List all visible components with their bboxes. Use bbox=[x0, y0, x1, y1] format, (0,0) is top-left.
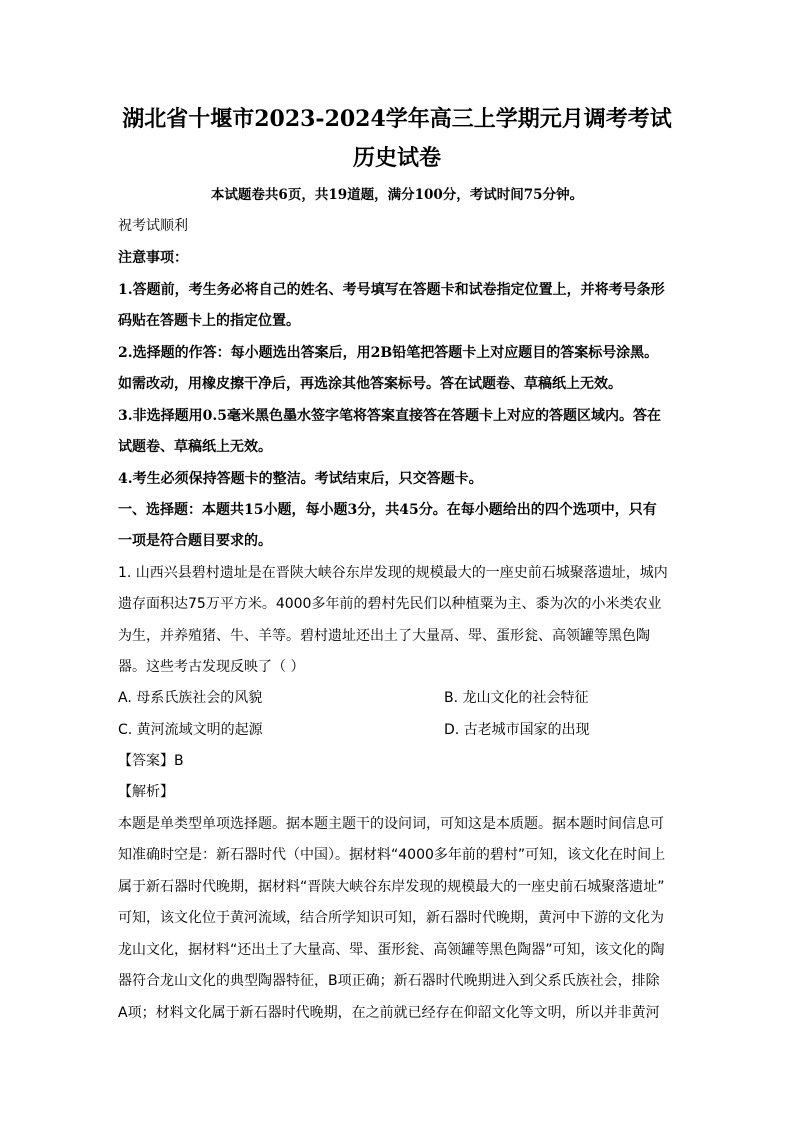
exam-title: 湖北省十堰市2023-2024学年高三上学期元月调考考试 bbox=[122, 106, 672, 132]
option-b: B. 龙山文化的社会特征 bbox=[444, 690, 589, 706]
answer-label: 【答案】B bbox=[118, 753, 184, 769]
question-stem: 1. 山西兴县碧村遗址是在晋陕大峡谷东岸发现的规模最大的一座史前石城聚落遗址，城内 bbox=[118, 565, 668, 581]
section-heading: 一、选择题：本题共15小题，每小题3分，共45分。在每小题给出的四个选项中，只有 bbox=[118, 502, 657, 518]
option-a: A. 母系氏族社会的风貌 bbox=[118, 690, 263, 706]
question-stem: 为生，并养殖猪、牛、羊等。碧村遗址还出土了大量鬲、斝、蛋形瓮、高领罐等黑色陶 bbox=[118, 628, 650, 644]
analysis-line: 知准确时空是：新石器时代（中国）。据材料“4000多年前的碧村”可知，该文化在时间上 bbox=[118, 847, 666, 863]
analysis-heading: 【解析】 bbox=[118, 784, 174, 800]
question-stem: 遗存面积达75万平方米。4000多年前的碧村先民们以种植粟为主、黍为次的小米类农业 bbox=[118, 596, 662, 612]
analysis-line: A项；材料文化属于新石器时代晚期，在之前就已经存在仰韶文化等文明，所以并非黄河 bbox=[118, 1005, 660, 1021]
notes-heading: 注意事项： bbox=[118, 250, 188, 266]
analysis-line: 可知，该文化位于黄河流域，结合所学知识可知，新石器时代晚期，黄河中下游的文化为 bbox=[118, 910, 664, 926]
question-stem: 器。这些考古发现反映了（ ） bbox=[118, 659, 305, 675]
analysis-line: 本题是单类型单项选择题。据本题主题干的设问词，可知这是本质题。据本题时间信息可 bbox=[118, 816, 664, 832]
analysis-line: 龙山文化，据材料“还出土了大量高、斝、蛋形瓮、高领罐等黑色陶器”可知，该文化的陶 bbox=[118, 942, 665, 958]
note-line: 2.选择题的作答：每小题选出答案后，用2B铅笔把答题卡上对应题目的答案标号涂黑。 bbox=[118, 345, 659, 361]
option-d: D. 古老城市国家的出现 bbox=[444, 722, 590, 738]
section-heading: 一项是符合题目要求的。 bbox=[118, 533, 272, 549]
note-line: 如需改动，用橡皮擦干净后，再选涂其他答案标号。答在试题卷、草稿纸上无效。 bbox=[118, 376, 622, 392]
note-line: 码贴在答题卡上的指定位置。 bbox=[118, 313, 300, 329]
analysis-line: 器符合龙山文化的典型陶器特征，B项正确；新石器时代晚期进入到父系氏族社会，排除 bbox=[118, 973, 660, 989]
exam-subject-title: 历史试卷 bbox=[352, 145, 441, 171]
exam-info: 本试题卷共6页，共19道题，满分100分，考试时间75分钟。 bbox=[210, 187, 584, 203]
note-line: 1.答题前，考生务必将自己的姓名、考号填写在答题卡和试卷指定位置上，并将考号条形 bbox=[118, 282, 665, 298]
wish-text: 祝考试顺利 bbox=[118, 218, 188, 234]
analysis-line: 属于新石器时代晚期，据材料“晋陕大峡谷东岸发现的规模最大的一座史前石城聚落遗址” bbox=[118, 879, 665, 895]
note-line: 3.非选择题用0.5毫米黑色墨水签字笔将答案直接答在答题卡上对应的答题区域内。答在 bbox=[118, 408, 661, 424]
note-line: 试题卷、草稿纸上无效。 bbox=[118, 439, 272, 455]
option-c: C. 黄河流域文明的起源 bbox=[118, 722, 263, 738]
note-line: 4.考生必须保持答题卡的整洁。考试结束后，只交答题卡。 bbox=[118, 471, 483, 487]
